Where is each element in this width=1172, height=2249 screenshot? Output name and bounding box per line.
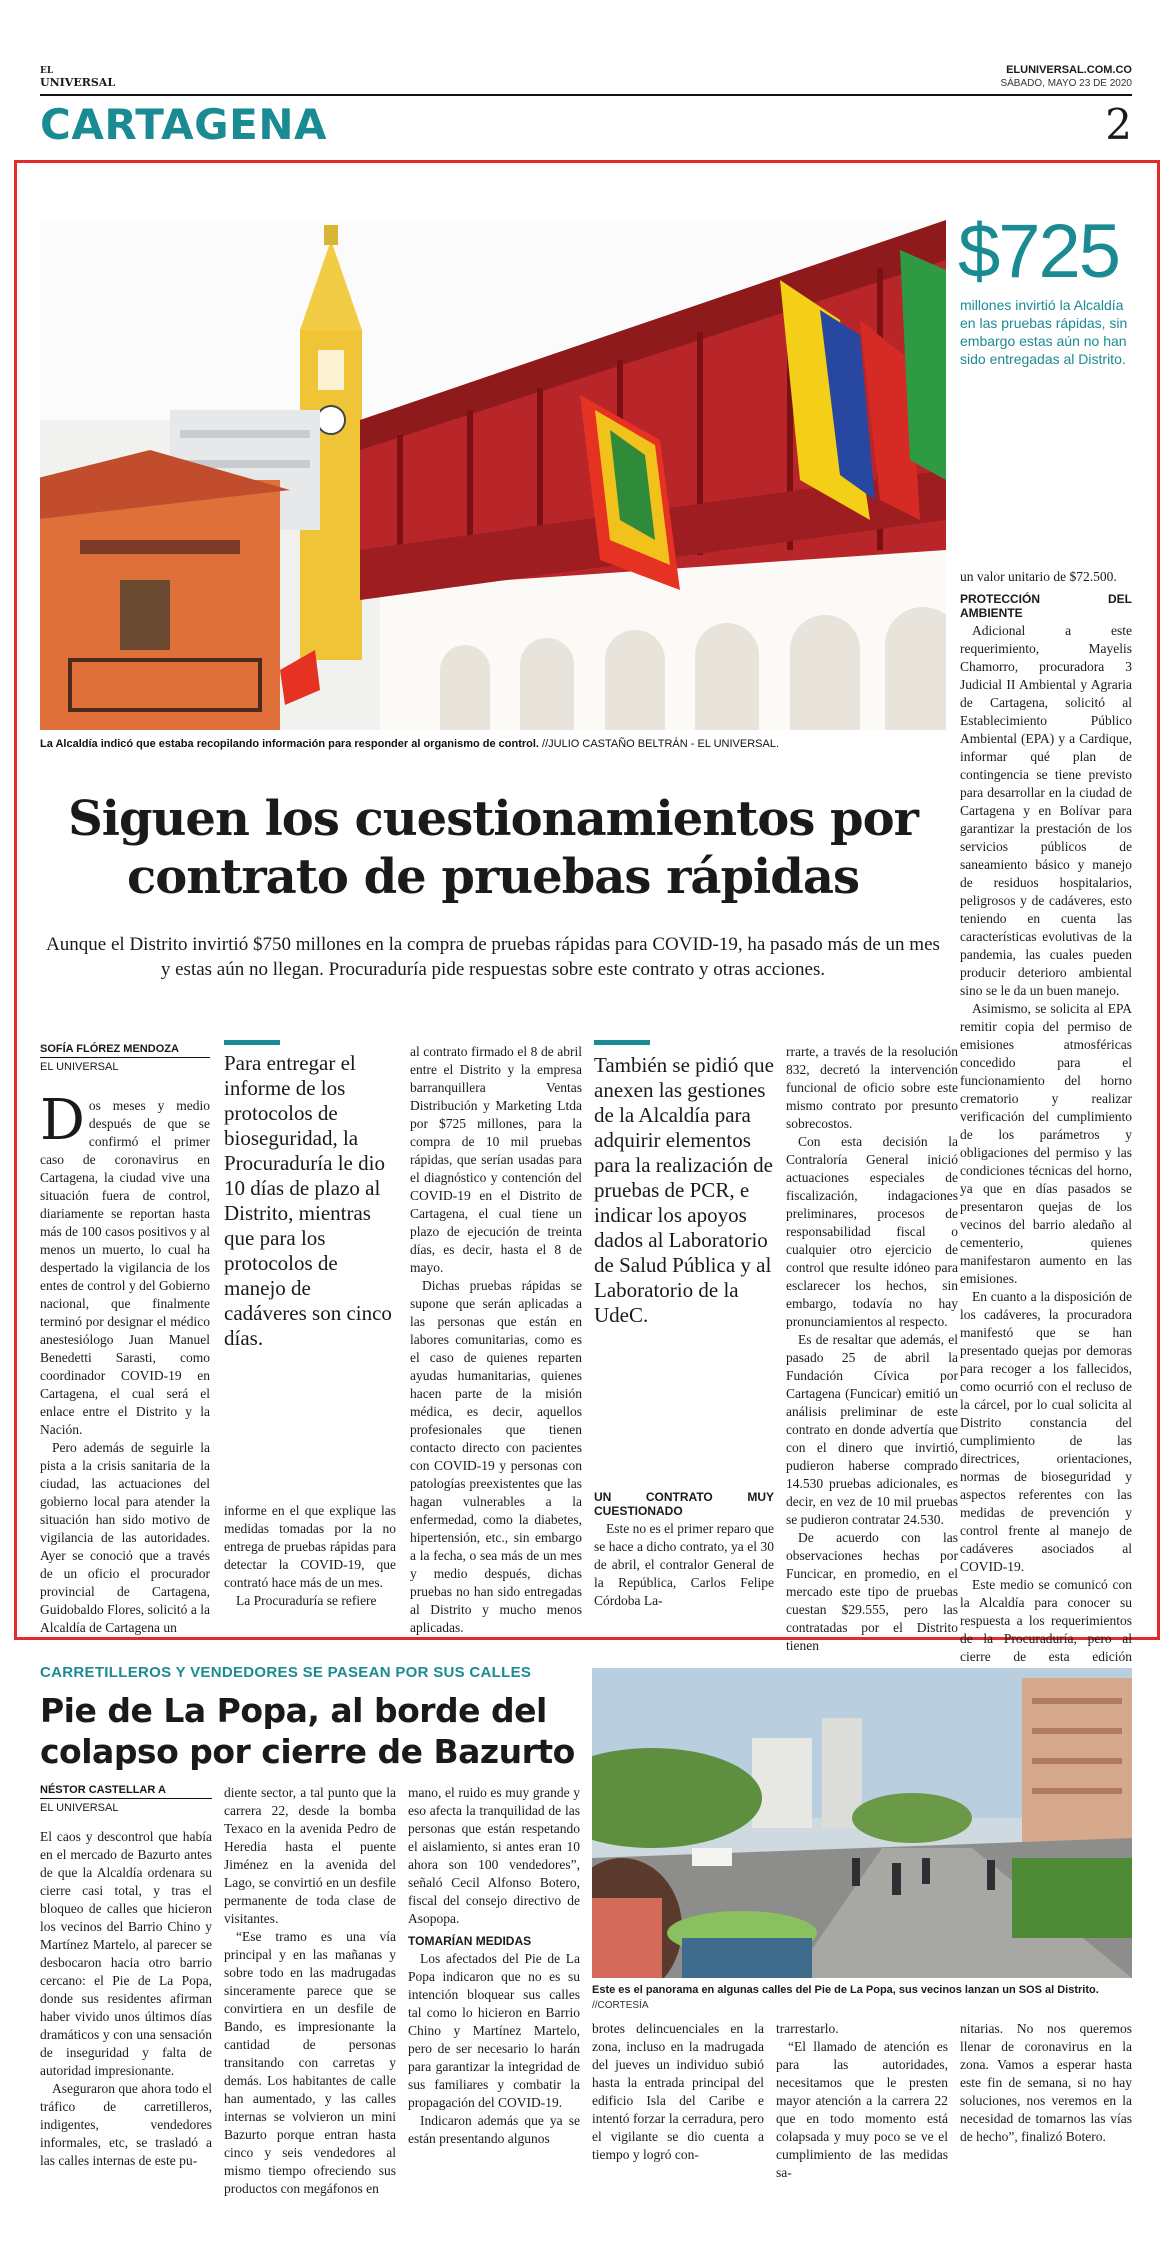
second-col-1: NÉSTOR CASTELLAR A EL UNIVERSAL El caos y descontrol que había en el mercado de Bazurto antes de que la Alcaldía ordenara su cierre casi total, y tras el bloqueo de calles que hicieron los vecinos del Barrio Chino y Martínez Martelo, al parecer se desbocaron hacia otro barrio cercano: el Pie de La Popa, donde sus residentes afirman haber vivido unos últimos días dramáticos y con una sensación de inseguridad y falta de autoridad impresionante. Aseguraron que ahora todo el tráfico de carretilleros, indigentes, vendedores informales, etc, se trasladó a las calles internas de este pu- — [40, 1784, 212, 2168]
main-col-5: rrarte, a través de la resolución 832, decretó la intervención funcional de oficio sobre este mismo contrato por presunto sobrecostos. Con esta decisión la Contraloría General inició actuaciones especiales de fiscalización, indagaciones preliminares, procesos de responsabilidad fiscal o cualquier otro ejercicio de control que resulte idóneo para esclarecer los hechos, sin embargo, todavía no hay pronunciamientos al respecto. Es de resaltar que además, el pasado 25 de abril la Fundación Cívica por Cartagena (Funcicar) emitió un análisis preliminar de este contrato en donde advertía que con el dinero que invirtió, pudieron haberse comprado 14.530 pruebas adicionales, es decir, en vez de 10 mil pruebas se pudieron contratar 24.530. De acuerdo con las observaciones hechas por Funcicar, en promedio, en el mercado este tipo de pruebas cuestan $29.555, pero las contratadas por el Distrito tienen — [786, 1044, 958, 1653]
main-photo — [40, 220, 946, 730]
newspaper-logo: EL UNIVERSAL — [40, 66, 116, 89]
stat-value: $725 — [958, 209, 1120, 294]
second-col-3: mano, el ruido es muy grande y eso afecta la tranquilidad de las personas que están respetando el aislamiento, si antes eran 10 ahora son 100 vendedores”, señaló Cecil Alfonso Botero, fiscal del consejo directivo de Asopopa. TOMARÍAN MEDIDAS Los afectados del Pie de La Popa indicaron que no es su intención bloquear sus calles tal como lo hicieron en Barrio Chino y Martínez Martelo, pero de ser necesario lo harán para garantizar la integridad de sus familiares y combatir la propagación del COVID-19. Indicaron además que ya se están presentando algunos — [408, 1785, 580, 2146]
dropcap: D — [40, 1088, 85, 1153]
main-photo-caption: La Alcaldía indicó que estaba recopilando información para responder al organismo de control. //JULIO CASTAÑO BELTRÁN - EL UNIVERSAL. — [40, 738, 780, 750]
second-col-4: brotes delincuenciales en la zona, incluso en la madrugada del jueves un individuo subió hasta la entrada principal del edificio Isla del Caribe e intentó forzar la cerradura, pero el vigilante se dio cuenta a tiempo y logró con- — [592, 2021, 764, 2162]
second-col-2: diente sector, a tal punto que la carrera 22, desde la bomba Texaco en la avenida Pedro de Heredia hasta el puente Jiménez en la avenida del Lago, se convirtió en un desfile permanente de toda clase de visitantes. “Ese tramo es una vía principal y en las mañanas y sobre todo en las madrugadas sinceramente parece que se convirtiera en un desfile de Bando, es impresionante la cantidad de personas transitando con carretas y demás. Los habitantes de calle han aumentado, y las calles internas se volvieron un mini Bazurto porque entran hasta cinco y seis vendedores al mismo tiempo ofreciendo sus productos con megáfonos en — [224, 1785, 396, 2196]
second-photo-caption: Este es el panorama en algunas calles del Pie de La Popa, sus vecinos lanzan un SOS al Distrito. — [592, 1984, 1099, 1996]
main-col-4-text: UN CONTRATO MUY CUESTIONADO Este no es el primer reparo que se hace a dicho contrato, ya el 30 de abril, el contralor General de la República, Carlos Felipe Córdoba La- — [594, 1490, 774, 1608]
quote-bar — [594, 1040, 650, 1045]
issue-date: SÁBADO, MAYO 23 DE 2020 — [1000, 78, 1132, 89]
second-col-5: trarrestarlo. “El llamado de atención es para las autoridades, necesitamos que le presten mayor atención a la carrera 22 que en todo momento está colapsada y muy poco se ve el cumplimiento de las medidas sa- — [776, 2021, 948, 2180]
main-col-1: SOFÍA FLÓREZ MENDOZA EL UNIVERSAL Dos meses y medio después de que se confirmó el primer caso de coronavirus en Cartagena, la ciudad vive una situación fuera de control, diariamente se reportan hasta más de 100 casos positivos y al menos un muerto, lo cual ha despertado la vigilancia de los entes de control y del Gobierno nacional, que finalmente terminó por designar el médico anestesiólogo Juan Manuel Benedetti Sarasti, como coordinador COVID-19 en Cartagena, el cual será el enlace entre el Distrito y la Nación. Pero además de seguirle la pista a la crisis sanitaria de la ciudad, las actuaciones del gobierno local para atender la situación han sido motivo de vigilancia de las autoridades. Ayer se conoció que a través de un oficio el procurador provincial de Cartagena, Guidobaldo Flores, solicitó a la Alcaldía de Cartagena un — [40, 1043, 210, 1635]
byline: SOFÍA FLÓREZ MENDOZA EL UNIVERSAL — [40, 1043, 210, 1073]
second-story-kicker: CARRETILLEROS Y VENDEDORES SE PASEAN POR SUS CALLES — [40, 1664, 532, 1681]
masthead-rule — [40, 94, 1132, 96]
second-photo-credit: //CORTESÍA — [592, 2000, 649, 2011]
second-col-6: nitarias. No nos queremos llenar de coronavirus en la zona. Vamos a esperar hasta este fin de semana, si no hay soluciones, nos veremos en la necesidad de tomarnos las vías de hecho”, finalizó Botero. — [960, 2021, 1132, 2144]
main-col-4 — [594, 1040, 774, 1328]
main-headline: Siguen los cuestionamientos por contrato de pruebas rápidas — [68, 791, 918, 905]
stat-text: millones invirtió la Alcaldía en las pruebas rápidas, sin embargo estas aún no han sido entregadas al Distrito. — [960, 297, 1128, 367]
subhead-contrato: UN CONTRATO MUY CUESTIONADO — [594, 1490, 774, 1518]
main-photo-illustration — [40, 220, 946, 730]
main-col-3: al contrato firmado el 8 de abril entre el Distrito y la empresa barranquillera Ventas Distribución y Marketing Ltda por $725 millones, para la compra de 10 mil pruebas rápidas, que serían usadas para el diagnóstico y contención del COVID-19 en el Distrito de Cartagena, el cual tiene un plazo de ejecución de treinta días, es decir, hasta el 8 de mayo. Dichas pruebas rápidas se supone que serán aplicadas a las personas que están en labores comunitarias, como es el caso de quienes reparten ayudas humanitarias, quienes hacen parte de la misión médica, es decir, aquellos profesionales que tienen contacto directo con pacientes con COVID-19 y personas con patologías preexistentes que las hagan vulnerables a la enfermedad, como la diabetes, hipertensión, etc., sin embargo a la fecha, o sea más de un mes y medio después, dichas pruebas no han sido entregadas al Distrito y mucho menos aplicadas. — [410, 1044, 582, 1635]
main-col-2 — [224, 1040, 396, 1351]
page-number: 2 — [1105, 100, 1132, 149]
second-photo-illustration — [592, 1668, 1132, 1978]
main-deck: Aunque el Distrito invirtió $750 millones en la compra de pruebas rápidas para COVID-19, ha pasado más de un mes y estas aún no llegan. Procuraduría pide respuestas sobre este contrato y otras acciones. — [46, 934, 940, 980]
pull-quote-2: También se pidió que anexen las gestiones de la Alcaldía para adquirir elementos para la realización de pruebas de PCR, e indicar los apoyos dados al Laboratorio de Salud Pública y al Laboratorio de la UdeC. — [594, 1053, 774, 1327]
second-story-headline: Pie de La Popa, al borde del colapso por cierre de Bazurto — [40, 1691, 575, 1771]
section-title: CARTAGENA — [40, 100, 327, 149]
subhead-ambiente: PROTECCIÓN DEL AMBIENTE — [960, 592, 1132, 620]
byline-2: NÉSTOR CASTELLAR A EL UNIVERSAL — [40, 1784, 212, 1814]
second-photo — [592, 1668, 1132, 1978]
pull-quote-1: Para entregar el informe de los protocolos de bioseguridad, la Procuraduría le dio 10 días de plazo al Distrito, mientras que para los protocolos de manejo de cadáveres son cinco días. — [224, 1051, 392, 1350]
main-col-2-text: informe en el que explique las medidas tomadas por la no entrega de pruebas rápidas para detectar la COVID-19, que contrató hace más de un mes. La Procuraduría se refiere — [224, 1503, 396, 1608]
quote-bar — [224, 1040, 280, 1045]
subhead-medidas: TOMARÍAN MEDIDAS — [408, 1934, 532, 1948]
site-url[interactable]: ELUNIVERSAL.COM.CO — [1006, 64, 1132, 76]
main-col-6: un valor unitario de $72.500. PROTECCIÓN DEL AMBIENTE Adicional a este requerimiento, Mayelis Chamorro, procuradora 3 Judicial II Ambiental y Agraria de Cartagena, solicitó al Establecimiento Público Ambiental (EPA) y a Cardique, informar qué plan de contingencia se tiene previsto para desarrollar en la ciudad de Cartagena y en Bolívar para garantizar la prestación de los servicios públicos de saneamiento básico y manejo de residuos hospitalarios, peligrosos y de cadáveres, esto teniendo en cuenta las características evolutivas de la pandemia, las cuales pueden producir deterioro ambiental sino se le da un buen manejo. Asimismo, se solicita al EPA remitir copia del permiso de emisiones atmosféricas concedido para el funcionamiento del horno crematorio y realizar verificación del cumplimiento de los parámetros y obligaciones del permiso y las condiciones técnicas del horno, ya que en días pasados se presentaron quejas de los vecinos del barrio aledaño al cementerio, quienes manifestaron aumento en las emisiones. En cuanto a la disposición de los cadáveres, la procuradora manifestó que se han presentado quejas por demoras para recoger a los fallecidos, como ocurrió con el recluso de la cárcel, por lo cual solicita al Distrito constancia del cumplimiento de las directrices, orientaciones, normas de bioseguridad y aspectos referentes con las medidas de prevención y control frente al manejo de cadáveres asociados al COVID-19. Este medio se comunicó con la Alcaldía para conocer su respuesta a los requerimientos de la Procuraduría, pero al cierre de esta edición — [960, 569, 1132, 1664]
